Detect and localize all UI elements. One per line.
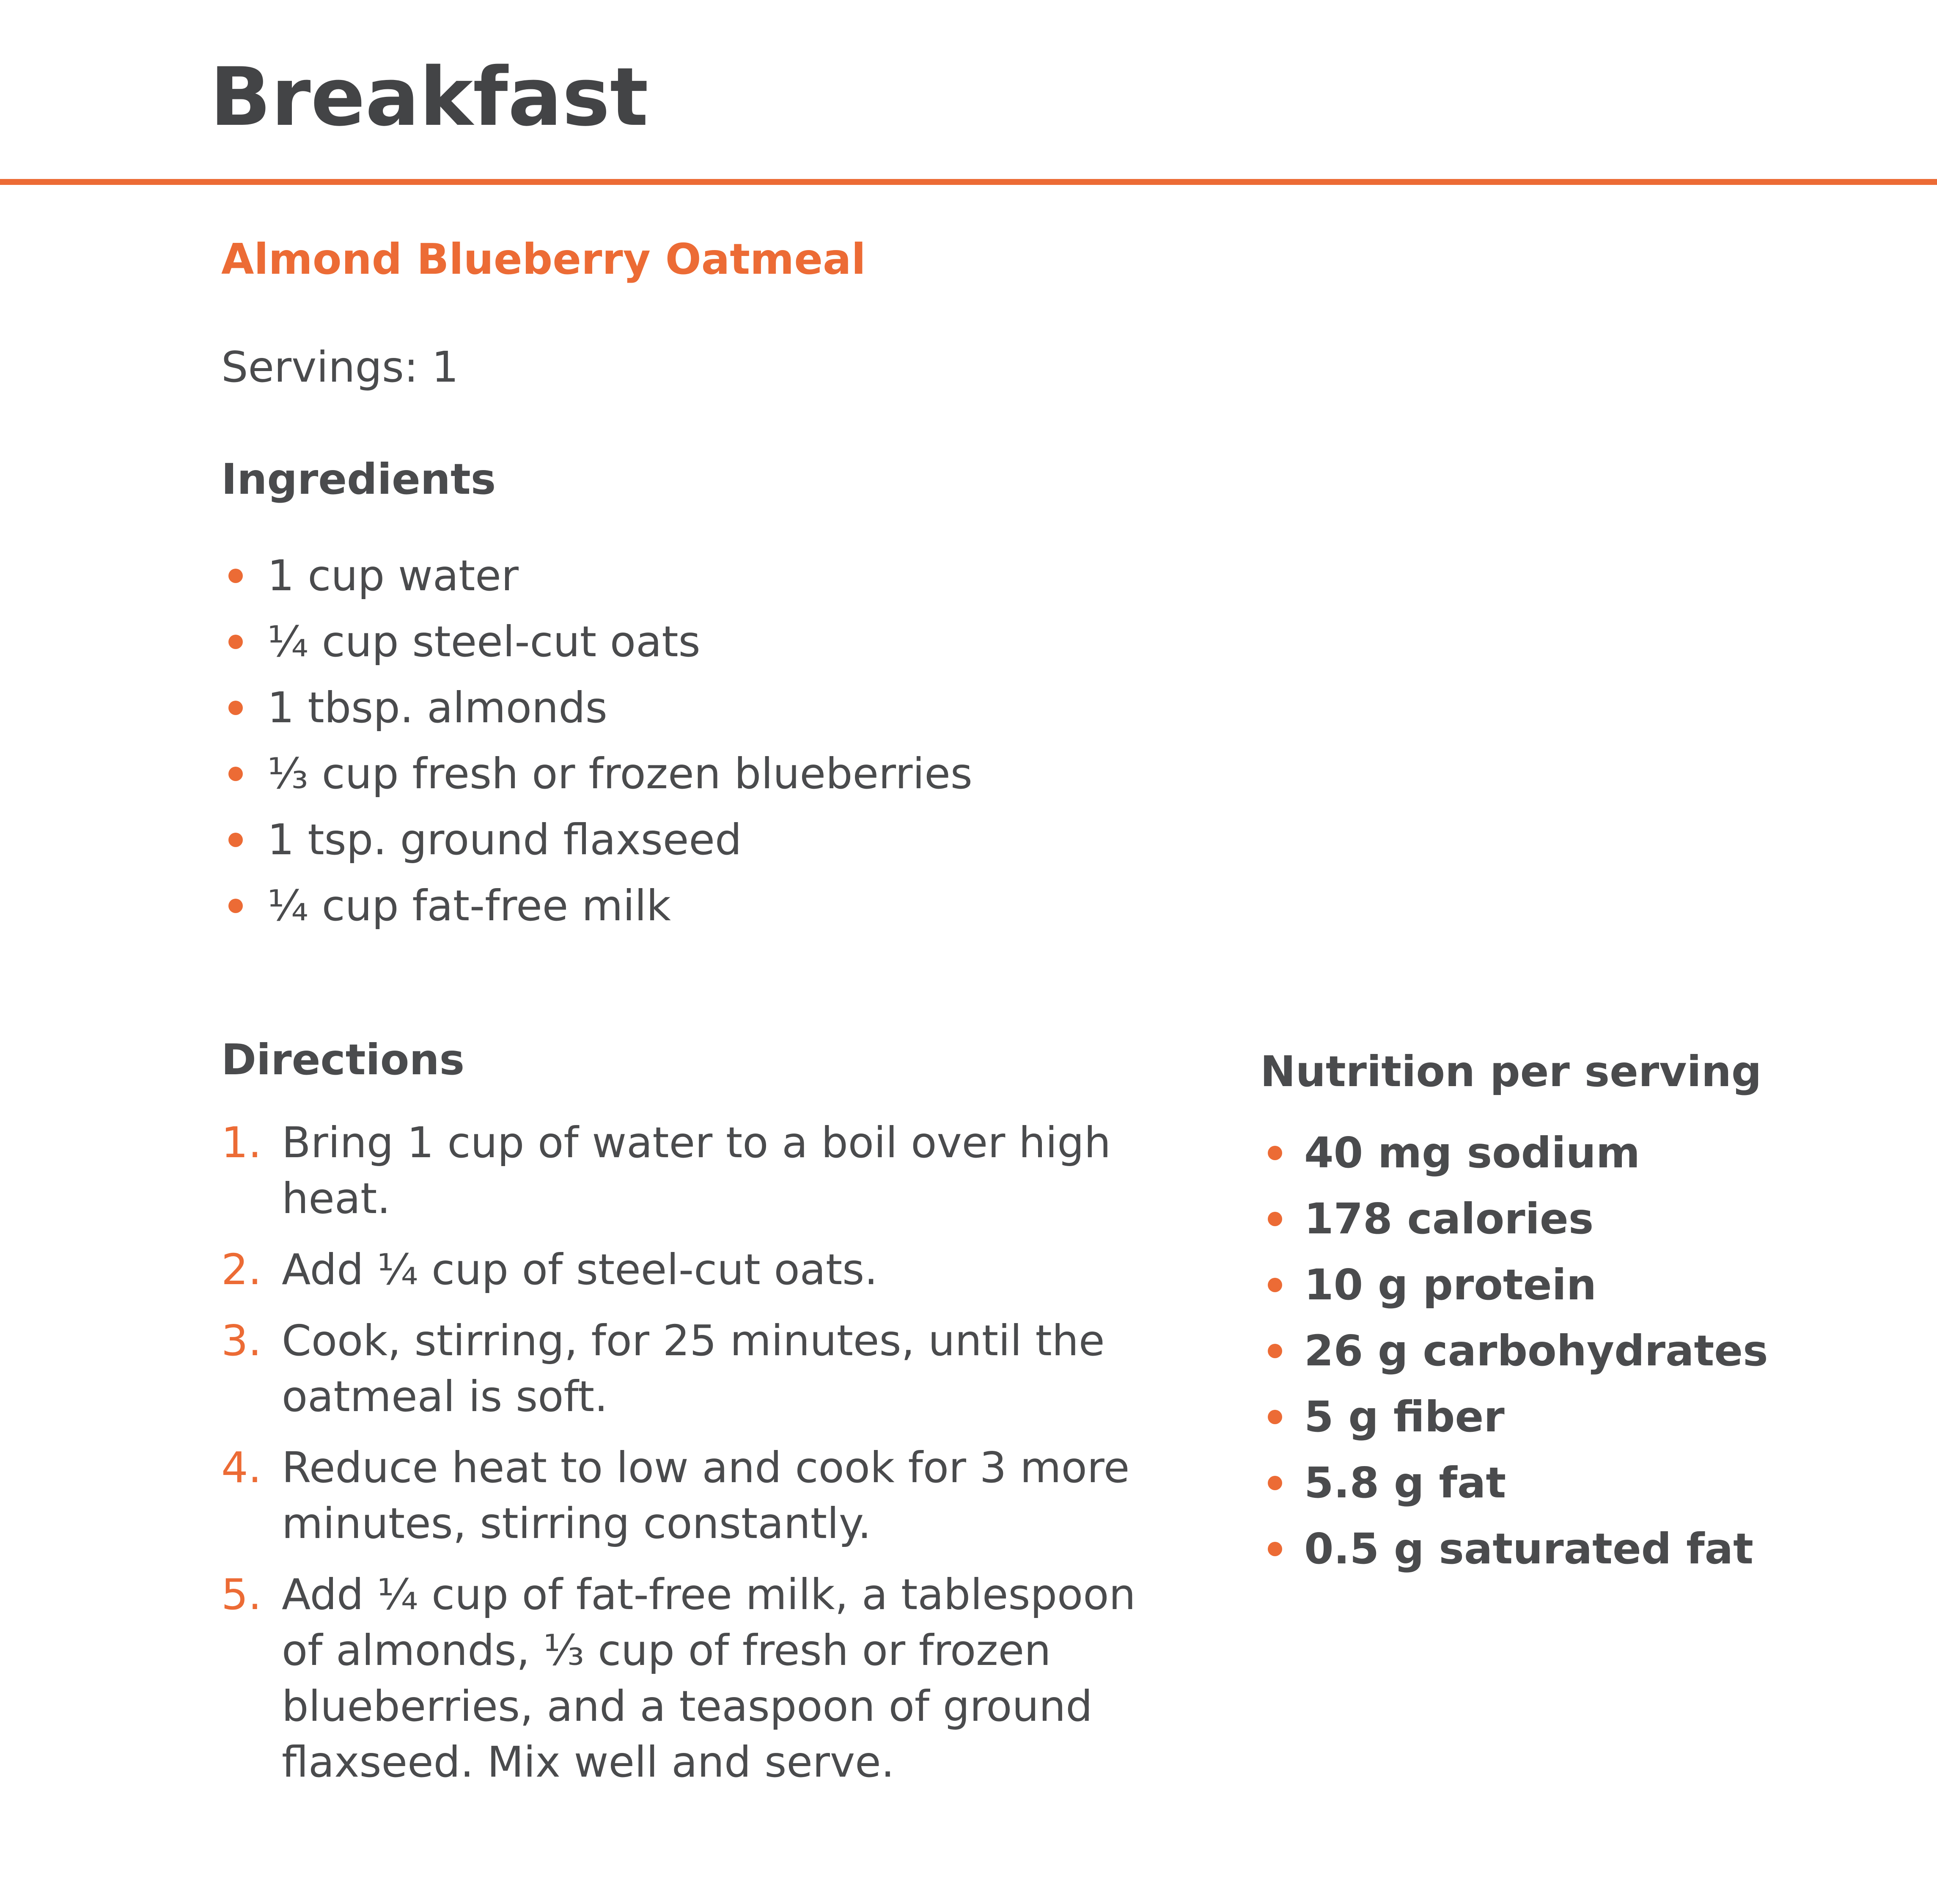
nutrition-item	[1268, 1186, 1768, 1252]
step-text: Add ¼ cup of fat-free milk, a tablespoon of almonds, ⅓ cup of fresh or frozen blueberries, and a teaspoon of ground flaxseed. Mix well and serve.	[282, 1570, 1136, 1787]
ingredient-text: ¼ cup fat-free milk	[267, 881, 671, 930]
nutrition-item	[1268, 1252, 1768, 1318]
nutrition-heading: Nutrition per serving	[1260, 1047, 1762, 1096]
direction-step	[221, 1242, 1152, 1298]
bullet-icon	[228, 635, 243, 649]
ingredient-item	[228, 609, 973, 675]
ingredients-list	[228, 543, 973, 939]
nutrition-text: 40 mg sodium	[1304, 1128, 1640, 1178]
bullet-icon	[228, 899, 243, 913]
direction-step	[221, 1567, 1152, 1790]
step-number: 2.	[221, 1245, 262, 1294]
direction-step	[221, 1313, 1152, 1425]
ingredient-text: 1 cup water	[267, 551, 519, 600]
ingredient-text: 1 tsp. ground flaxseed	[267, 815, 742, 864]
nutrition-item	[1268, 1450, 1768, 1516]
nutrition-text: 0.5 g saturated fat	[1304, 1524, 1753, 1574]
nutrition-item	[1268, 1318, 1768, 1384]
nutrition-text: 5.8 g fat	[1304, 1458, 1506, 1508]
bullet-icon	[1268, 1146, 1282, 1160]
step-text: Cook, stirring, for 25 minutes, until the oatmeal is soft.	[282, 1316, 1105, 1421]
bullet-icon	[1268, 1542, 1282, 1556]
title-divider	[0, 179, 1937, 185]
step-text: Bring 1 cup of water to a boil over high heat.	[282, 1118, 1111, 1223]
bullet-icon	[1268, 1278, 1282, 1292]
recipe-title: Almond Blueberry Oatmeal	[221, 234, 866, 284]
ingredient-item	[228, 543, 973, 609]
directions-list	[221, 1115, 1152, 1805]
nutrition-text: 178 calories	[1304, 1194, 1594, 1244]
bullet-icon	[228, 833, 243, 847]
servings-text: Servings: 1	[221, 342, 459, 392]
direction-step	[221, 1115, 1152, 1227]
step-number: 5.	[221, 1570, 262, 1619]
directions-heading: Directions	[221, 1035, 465, 1084]
ingredient-text: 1 tbsp. almonds	[267, 683, 607, 732]
bullet-icon	[1268, 1410, 1282, 1424]
bullet-icon	[1268, 1212, 1282, 1226]
nutrition-text: 26 g carbohydrates	[1304, 1326, 1768, 1376]
step-number: 4.	[221, 1443, 262, 1492]
nutrition-item	[1268, 1384, 1768, 1450]
step-text: Reduce heat to low and cook for 3 more minutes, stirring constantly.	[282, 1443, 1130, 1548]
step-number: 1.	[221, 1118, 262, 1167]
ingredient-item	[228, 741, 973, 807]
ingredient-text: ⅓ cup fresh or frozen blueberries	[267, 749, 973, 798]
nutrition-item	[1268, 1516, 1768, 1582]
nutrition-text: 5 g fiber	[1304, 1392, 1505, 1442]
nutrition-item	[1268, 1120, 1768, 1186]
bullet-icon	[228, 569, 243, 583]
ingredient-item	[228, 873, 973, 939]
bullet-icon	[1268, 1476, 1282, 1490]
page-title: Breakfast	[210, 50, 648, 144]
bullet-icon	[228, 767, 243, 781]
bullet-icon	[1268, 1344, 1282, 1358]
ingredient-item	[228, 807, 973, 873]
nutrition-list	[1268, 1120, 1768, 1582]
ingredients-heading: Ingredients	[221, 454, 496, 504]
ingredient-text: ¼ cup steel-cut oats	[267, 617, 701, 666]
bullet-icon	[228, 701, 243, 715]
direction-step	[221, 1440, 1152, 1552]
nutrition-text: 10 g protein	[1304, 1260, 1597, 1310]
step-number: 3.	[221, 1316, 262, 1365]
step-text: Add ¼ cup of steel-cut oats.	[282, 1245, 878, 1294]
ingredient-item	[228, 675, 973, 741]
